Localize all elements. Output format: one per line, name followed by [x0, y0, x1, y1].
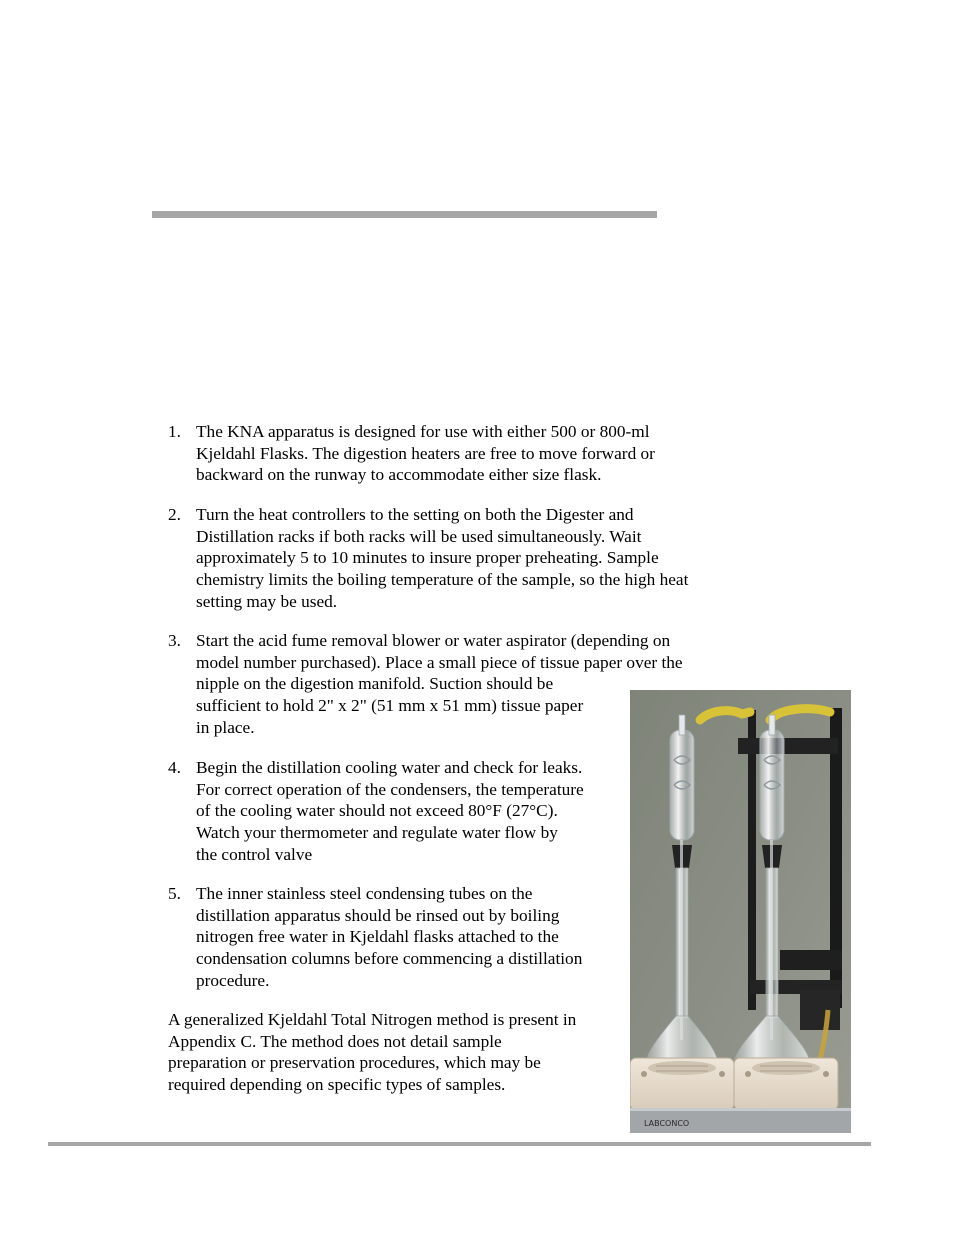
- step-text: [196, 757, 584, 866]
- step-text: [196, 883, 582, 992]
- step-line: Begin the distillation cooling water and check for leaks.: [196, 758, 583, 777]
- step-number: 5.: [168, 884, 181, 903]
- step-number: 1.: [168, 422, 181, 441]
- step-text: [196, 421, 655, 486]
- step-number: 4.: [168, 758, 181, 777]
- step-line: of the cooling water should not exceed 80°F (27°C).: [196, 801, 558, 821]
- kjeldahl-apparatus-photo: [630, 690, 851, 1133]
- step-line: Distillation racks if both racks will be used simultaneously. Wait: [196, 526, 642, 546]
- step-line: Watch your thermometer and regulate water flow by: [196, 823, 558, 843]
- step-line: condensation columns before commencing a distillation: [196, 949, 583, 969]
- step-line: nitrogen free water in Kjeldahl flasks attached to the: [196, 927, 559, 947]
- paragraph-line: A generalized Kjeldahl Total Nitrogen method is present in: [168, 1010, 577, 1029]
- step-line: Start the acid fume removal blower or water aspirator (depending on: [196, 631, 671, 650]
- step-line: setting may be used.: [196, 591, 338, 611]
- step-line: Turn the heat controllers to the setting on both the Digester and: [196, 505, 634, 524]
- step-line: chemistry limits the boiling temperature of the sample, so the high heat: [196, 570, 689, 590]
- step-number: 3.: [168, 631, 181, 650]
- step-line: The inner stainless steel condensing tubes on the: [196, 884, 533, 903]
- step-text: [196, 504, 688, 613]
- step-line: procedure.: [196, 970, 270, 990]
- step-line: approximately 5 to 10 minutes to insure proper preheating. Sample: [196, 548, 659, 568]
- paragraph-line: required depending on specific types of samples.: [168, 1075, 506, 1095]
- step-line: nipple on the digestion manifold. Suction should be: [196, 674, 554, 694]
- step-text: [196, 630, 683, 739]
- step-line: For correct operation of the condensers, the temperature: [196, 779, 584, 799]
- step-line: sufficient to hold 2" x 2" (51 mm x 51 mm) tissue paper: [196, 696, 584, 716]
- step-line: Kjeldahl Flasks. The digestion heaters are free to move forward or: [196, 443, 655, 463]
- paragraph-line: Appendix C. The method does not detail sample: [168, 1031, 502, 1051]
- step-line: distillation apparatus should be rinsed out by boiling: [196, 905, 560, 925]
- step-line: backward on the runway to accommodate either size flask.: [196, 465, 602, 485]
- step-line: The KNA apparatus is designed for use with either 500 or 800-ml: [196, 422, 650, 441]
- step-number: 2.: [168, 505, 181, 524]
- footer-rule: [48, 1142, 871, 1146]
- step-line: in place.: [196, 717, 255, 737]
- brand-label: LABCONCO: [644, 1119, 690, 1128]
- step-line: the control valve: [196, 844, 313, 864]
- section-rule: [152, 211, 657, 218]
- step-line: model number purchased). Place a small piece of tissue paper over the: [196, 652, 683, 672]
- paragraph-line: preparation or preservation procedures, which may be: [168, 1053, 541, 1073]
- closing-paragraph: [168, 1009, 576, 1096]
